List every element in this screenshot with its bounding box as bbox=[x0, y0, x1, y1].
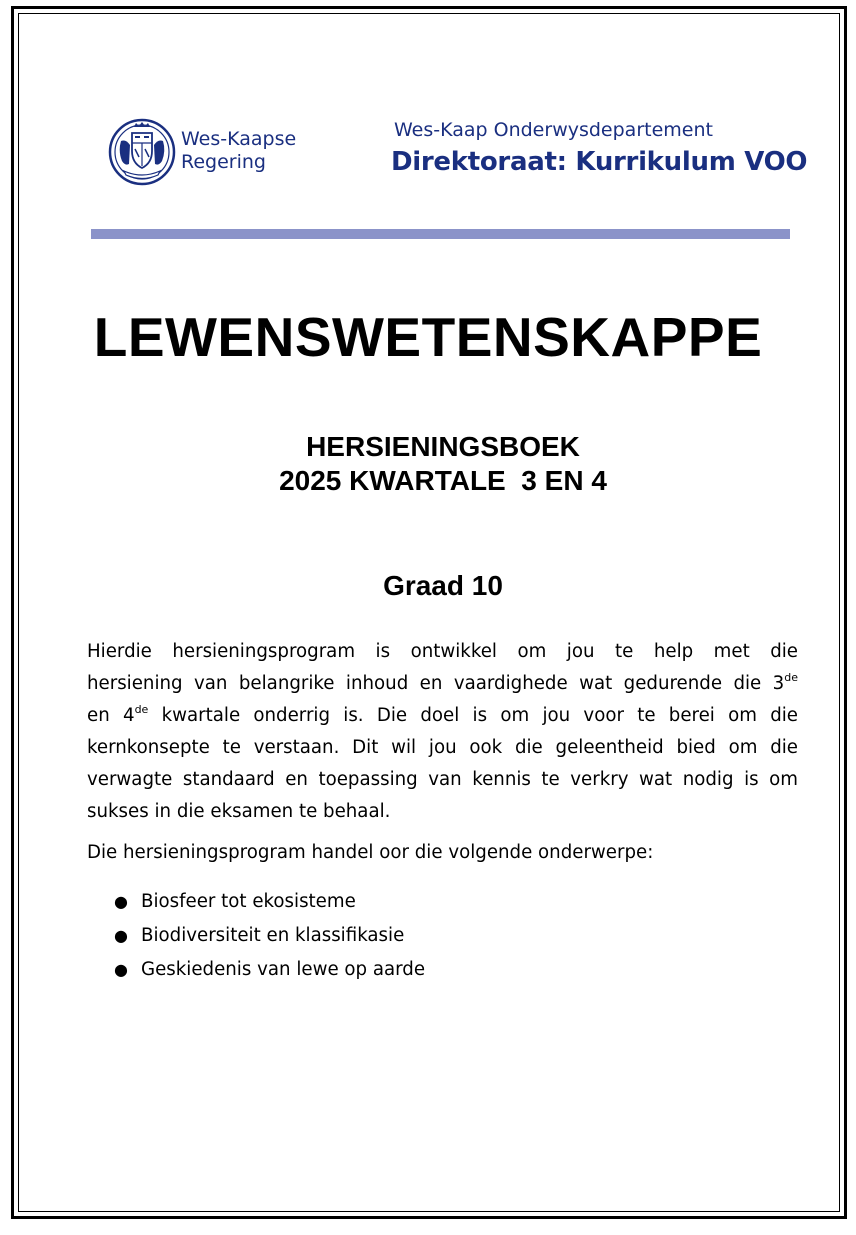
intro-line: kernkonsepte te verstaan. Dit wil jou ook die geleentheid bied om die bbox=[87, 737, 798, 758]
page-title: LEWENSWETENSKAPPE bbox=[93, 306, 763, 368]
grade-heading: Graad 10 bbox=[383, 570, 503, 601]
ordinal-superscript: de bbox=[134, 703, 149, 716]
topics-intro: Die hersieningsprogram handel oor die volgende onderwerpe: bbox=[87, 842, 654, 863]
intro-line: Hierdie hersieningsprogram is ontwikkel om jou te help met die bbox=[87, 641, 798, 662]
bullet-icon: ● bbox=[114, 960, 128, 979]
topic-label: Biosfeer tot ekosisteme bbox=[141, 891, 356, 912]
intro-text: en 4 bbox=[87, 705, 135, 726]
header-divider bbox=[91, 229, 790, 239]
logo-line1: Wes-Kaapse bbox=[181, 128, 297, 150]
intro-text: kwartale onderrig is. Die doel is om jou voor te berei om die bbox=[148, 705, 798, 726]
list-item bbox=[114, 954, 425, 988]
intro-paragraph bbox=[87, 636, 798, 828]
ordinal-superscript: de bbox=[784, 671, 798, 684]
topic-label: Geskiedenis van lewe op aarde bbox=[141, 959, 426, 980]
logo-text bbox=[181, 128, 296, 174]
intro-line: sukses in die eksamen te behaal. bbox=[87, 801, 391, 822]
intro-line: verwagte standaard en toepassing van kennis te verkry wat nodig is om bbox=[87, 769, 798, 790]
list-item bbox=[114, 920, 425, 954]
intro-line bbox=[87, 668, 798, 700]
subtitle-line1: HERSIENINGSBOEK bbox=[306, 431, 580, 462]
intro-text: hersiening van belangrike inhoud en vaardighede wat gedurende die 3 bbox=[87, 673, 785, 694]
page-border-inner bbox=[18, 13, 840, 1212]
logo-line2: Regering bbox=[181, 151, 266, 173]
subtitle bbox=[0, 430, 856, 498]
subtitle-line2: 2025 KWARTALE 3 EN 4 bbox=[279, 465, 607, 496]
bullet-icon: ● bbox=[114, 892, 128, 911]
directorate-name: Direktoraat: Kurrikulum VOO bbox=[391, 147, 808, 177]
topic-label: Biodiversiteit en klassifikasie bbox=[141, 925, 405, 946]
department-name: Wes-Kaap Onderwysdepartement bbox=[394, 119, 713, 141]
topic-list bbox=[114, 886, 425, 988]
list-item bbox=[114, 886, 425, 920]
intro-line bbox=[87, 700, 798, 732]
bullet-icon: ● bbox=[114, 926, 128, 945]
